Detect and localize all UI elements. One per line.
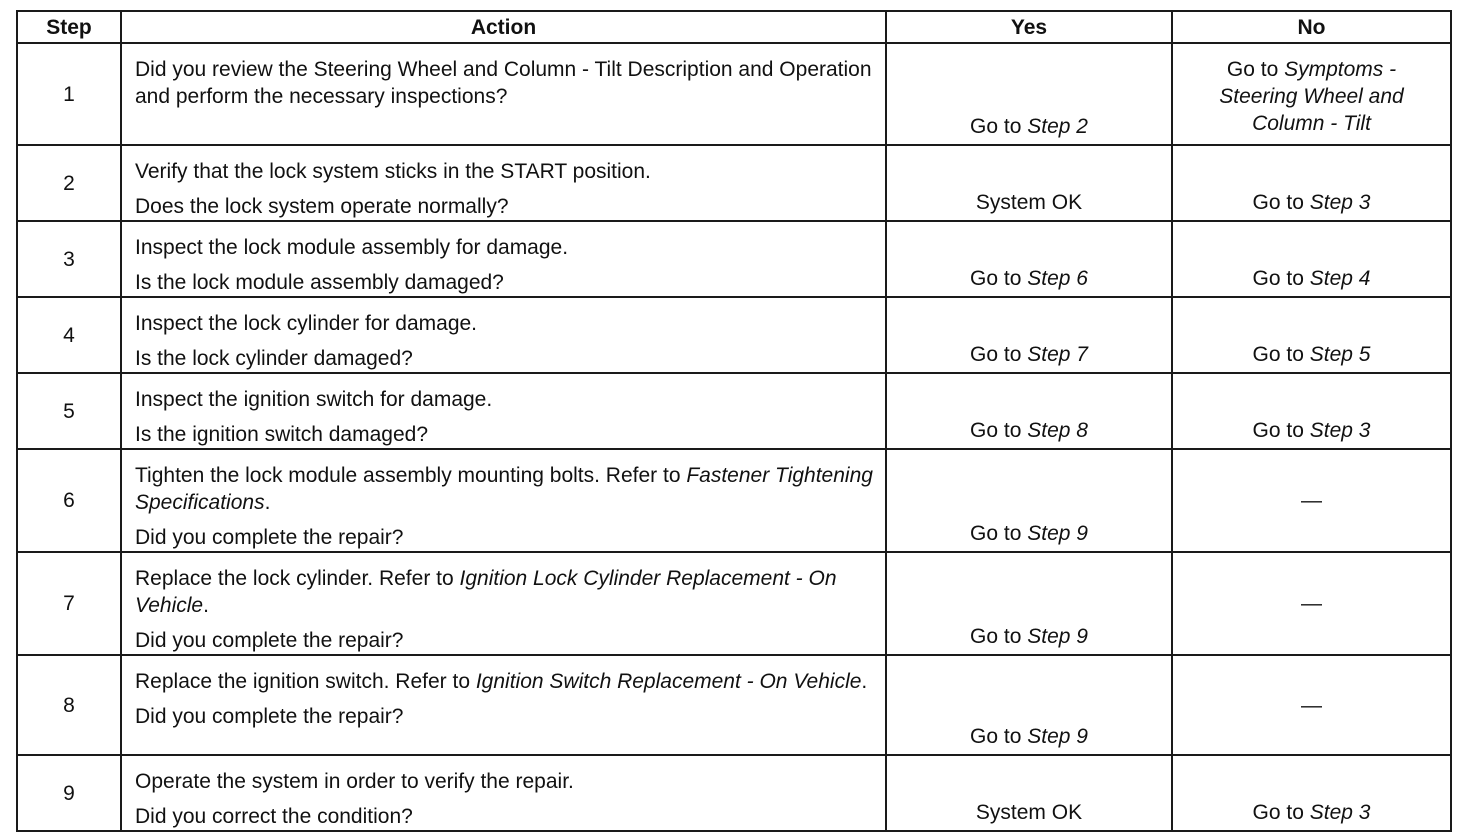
action-cell	[121, 449, 886, 552]
yes-cell	[886, 552, 1172, 655]
action-suffix: .	[264, 491, 271, 514]
step-number: 2	[17, 145, 121, 221]
yes-step-link[interactable]: Step 2	[1027, 115, 1088, 138]
table-row	[17, 43, 1451, 145]
diagnostic-table	[16, 10, 1452, 832]
table-row	[17, 221, 1451, 297]
yes-cell	[886, 449, 1172, 552]
no-step-link[interactable]: Step 5	[1309, 343, 1371, 366]
action-question: Is the lock cylinder damaged?	[135, 347, 413, 370]
action-prefix: Replace the lock cylinder. Refer to	[135, 567, 460, 590]
no-dash: —	[1301, 693, 1322, 717]
no-prefix: Go to	[1226, 58, 1285, 81]
table-row	[17, 145, 1451, 221]
no-cell	[1172, 755, 1451, 831]
yes-prefix: Go to	[970, 419, 1028, 442]
table-row	[17, 552, 1451, 655]
yes-text: System OK	[975, 801, 1083, 824]
yes-prefix: Go to	[970, 725, 1028, 748]
no-cell	[1172, 552, 1451, 655]
table-row	[17, 655, 1451, 755]
yes-step-link[interactable]: Step 9	[1027, 725, 1088, 748]
step-number: 1	[17, 43, 121, 145]
action-text	[135, 553, 875, 619]
action-text: Inspect the lock module assembly for damage.	[135, 236, 569, 259]
action-cell	[121, 552, 886, 655]
yes-step-link[interactable]: Step 6	[1027, 267, 1088, 290]
yes-step-link[interactable]: Step 8	[1027, 419, 1088, 442]
yes-cell	[886, 755, 1172, 831]
no-prefix: Go to	[1252, 419, 1310, 442]
no-dash: —	[1301, 489, 1322, 512]
yes-prefix: Go to	[970, 343, 1028, 366]
header-yes: Yes	[886, 11, 1172, 43]
yes-prefix: Go to	[970, 522, 1028, 545]
yes-step-link[interactable]: Step 9	[1027, 625, 1088, 648]
action-text	[135, 656, 875, 695]
step-number: 5	[17, 373, 121, 449]
no-cell	[1172, 221, 1451, 297]
yes-prefix: Go to	[970, 115, 1028, 138]
action-prefix: Tighten the lock module assembly mounting bolts. Refer to	[135, 464, 687, 487]
yes-cell	[886, 221, 1172, 297]
no-prefix: Go to	[1252, 801, 1310, 824]
action-suffix: .	[861, 670, 868, 693]
no-cell	[1172, 145, 1451, 221]
action-question: Did you correct the condition?	[135, 805, 413, 828]
table-row	[17, 373, 1451, 449]
action-cell	[121, 655, 886, 755]
action-text: Did you review the Steering Wheel and Column - Tilt Description and Operation and perform the necessary inspections?	[135, 58, 872, 108]
action-question: Did you complete the repair?	[135, 629, 404, 652]
no-cell	[1172, 449, 1451, 552]
no-dash: —	[1301, 592, 1322, 615]
action-text: Verify that the lock system sticks in the START position.	[135, 160, 651, 183]
step-number: 7	[17, 552, 121, 655]
reference-link[interactable]: Fastener Tightening Specifications	[135, 464, 873, 514]
action-cell	[121, 755, 886, 831]
table-row	[17, 449, 1451, 552]
action-cell	[121, 221, 886, 297]
no-step-link[interactable]: Step 3	[1309, 801, 1371, 824]
no-prefix: Go to	[1252, 267, 1310, 290]
yes-text: System OK	[975, 191, 1083, 214]
action-suffix: .	[203, 594, 209, 617]
action-text: Inspect the ignition switch for damage.	[135, 388, 493, 411]
yes-prefix: Go to	[970, 625, 1028, 648]
yes-cell	[886, 297, 1172, 373]
action-question: Did you complete the repair?	[135, 705, 404, 728]
action-cell	[121, 145, 886, 221]
action-text: Operate the system in order to verify the repair.	[135, 770, 574, 793]
action-cell	[121, 297, 886, 373]
action-question: Did you complete the repair?	[135, 526, 404, 549]
no-step-link[interactable]: Step 4	[1309, 267, 1371, 290]
table-header-row	[17, 11, 1451, 43]
table-row	[17, 755, 1451, 831]
action-question: Is the ignition switch damaged?	[135, 423, 429, 446]
yes-cell	[886, 145, 1172, 221]
reference-link[interactable]: Ignition Lock Cylinder Replacement - On Vehicle	[135, 567, 837, 617]
reference-link[interactable]: Ignition Switch Replacement - On Vehicle	[475, 670, 862, 693]
action-question: Is the lock module assembly damaged?	[135, 271, 504, 294]
no-cell	[1172, 655, 1451, 755]
header-no: No	[1172, 11, 1451, 43]
no-symptoms-link[interactable]: Symptoms - Steering Wheel and Column - Tilt	[1219, 58, 1404, 135]
no-cell	[1172, 297, 1451, 373]
yes-cell	[886, 373, 1172, 449]
header-step: Step	[17, 11, 121, 43]
table-row	[17, 297, 1451, 373]
no-step-link[interactable]: Step 3	[1309, 419, 1371, 442]
no-step-link[interactable]: Step 3	[1309, 191, 1371, 214]
action-text: Inspect the lock cylinder for damage.	[135, 312, 478, 335]
no-cell	[1172, 43, 1451, 145]
action-question: Does the lock system operate normally?	[135, 195, 509, 218]
step-number: 6	[17, 449, 121, 552]
header-action: Action	[121, 11, 886, 43]
action-cell	[121, 43, 886, 145]
step-number: 4	[17, 297, 121, 373]
yes-cell	[886, 655, 1172, 755]
step-number: 8	[17, 655, 121, 755]
step-number: 9	[17, 755, 121, 831]
action-cell	[121, 373, 886, 449]
no-cell	[1172, 373, 1451, 449]
yes-prefix: Go to	[970, 267, 1028, 290]
no-prefix: Go to	[1252, 191, 1310, 214]
yes-step-link[interactable]: Step 9	[1027, 522, 1088, 545]
no-prefix: Go to	[1252, 343, 1310, 366]
yes-cell	[886, 43, 1172, 145]
action-text	[135, 450, 875, 516]
action-prefix: Replace the ignition switch. Refer to	[135, 670, 476, 693]
step-number: 3	[17, 221, 121, 297]
yes-step-link[interactable]: Step 7	[1027, 343, 1088, 366]
